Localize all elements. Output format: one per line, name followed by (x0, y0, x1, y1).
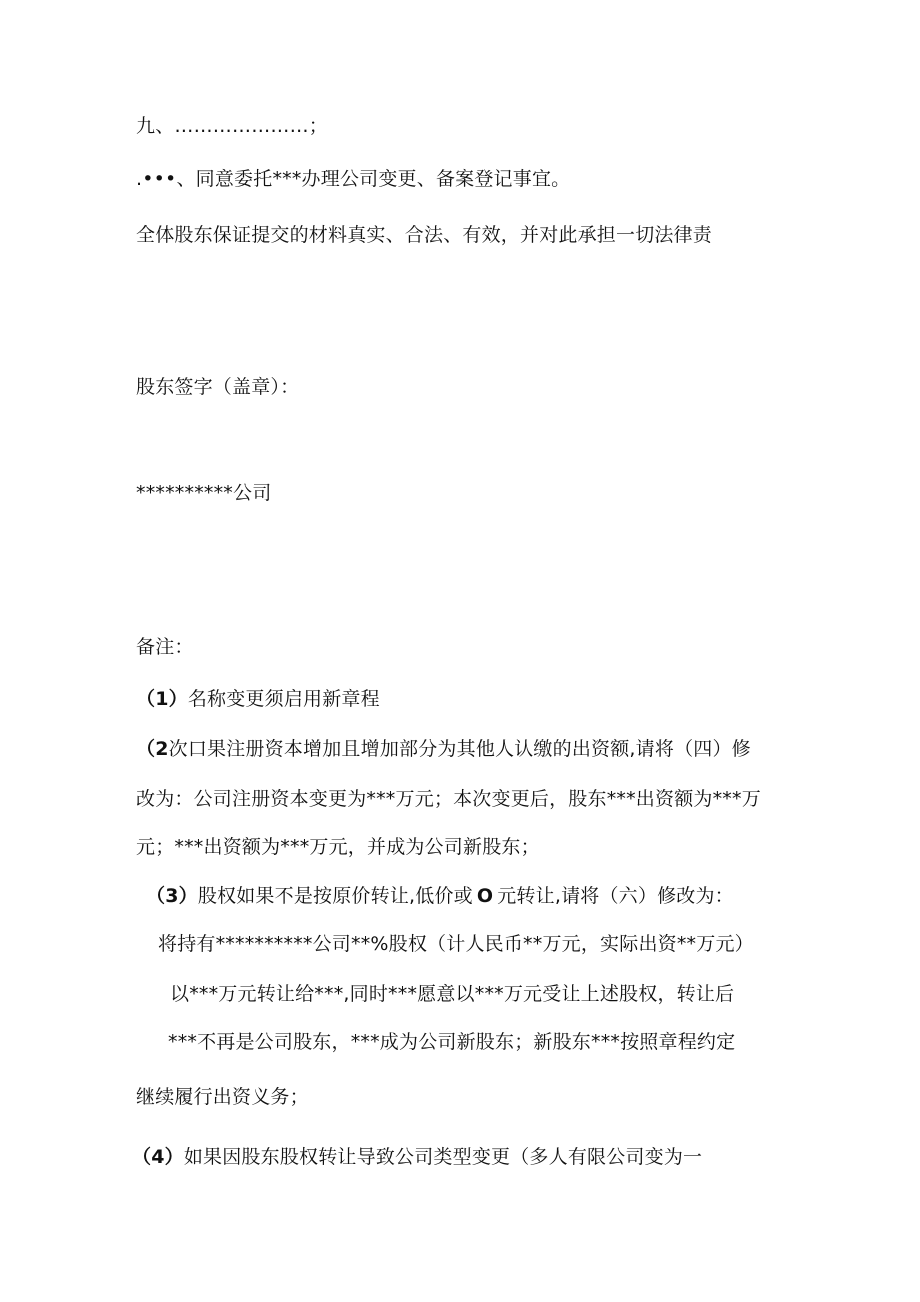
company-name (136, 479, 271, 507)
note-2-line-1-text: 次口果注册资本增加且增加部分为其他人认缴的出资额,请将（四）修 (168, 738, 751, 760)
note-3-line-2-text: 将持有**********公司**%股权（计人民币**万元，实际出资**万元） (158, 933, 754, 955)
note-3-number: （3） (146, 885, 198, 907)
item-9-text: 九、…………………； (136, 115, 329, 137)
note-4-number: （4） (132, 1146, 184, 1168)
note-2-line-2 (136, 785, 761, 813)
note-3-line-4 (168, 1028, 735, 1056)
item-10-text: .•••、同意委托***办理公司变更、备案登记事宜。 (136, 168, 571, 190)
note-3-line-1a-text: 股权如果不是按原价转让,低价或 (197, 885, 473, 907)
guarantee-statement (136, 221, 712, 249)
note-3-zero: O (476, 885, 494, 907)
company-name-text: **********公司 (136, 482, 272, 504)
note-2-line-2-text: 改为：公司注册资本变更为***万元；本次变更后，股东***出资额为***万 (136, 788, 761, 810)
note-4 (132, 1143, 702, 1171)
note-3-line-3-text: 以***万元转让给***,同时***愿意以***万元受让上述股权，转让后 (170, 983, 735, 1005)
note-3-line-2 (158, 930, 754, 958)
note-3-line-5-text: 继续履行出资义务； (136, 1086, 309, 1108)
note-4-text: 如果因股东股权转让导致公司类型变更（多人有限公司变为一 (183, 1146, 703, 1168)
note-3-line-1 (146, 882, 734, 910)
note-3-line-4-text: ***不再是公司股东，***成为公司新股东；新股东***按照章程约定 (168, 1031, 736, 1053)
item-9 (136, 112, 328, 140)
note-1 (136, 685, 380, 713)
note-2-line-1 (136, 735, 751, 763)
note-3-line-3 (170, 980, 734, 1008)
notes-label (136, 633, 194, 661)
note-3-line-1b-text: 元转让,请将（六）修改为： (497, 885, 734, 907)
note-2-line-3-text: 元；***出资额为***万元，并成为公司新股东； (136, 836, 540, 858)
note-2-number: （2 (136, 738, 169, 760)
note-3-line-5 (136, 1083, 309, 1111)
signature-label (136, 373, 299, 401)
guarantee-text: 全体股东保证提交的材料真实、合法、有效，并对此承担一切法律责 (136, 224, 713, 246)
note-2-line-3 (136, 833, 540, 861)
note-1-number: （1） (136, 688, 188, 710)
signature-label-text: 股东签字（盖章）： (136, 376, 300, 398)
item-10 (136, 165, 570, 193)
note-1-text: 名称变更须启用新章程 (187, 688, 380, 710)
notes-label-text: 备注： (136, 636, 194, 658)
